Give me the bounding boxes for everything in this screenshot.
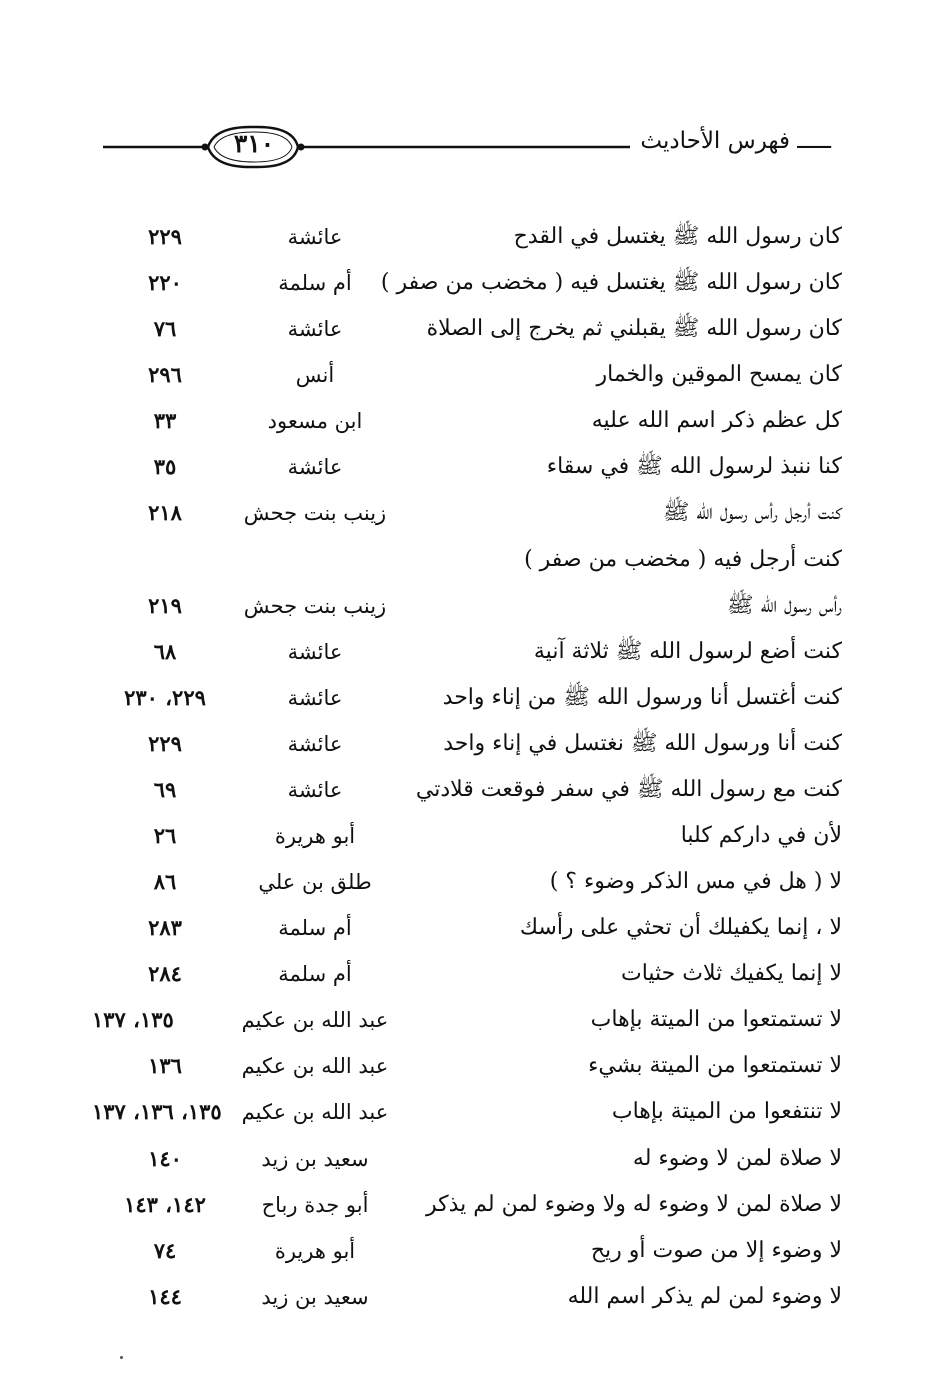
table-row: [0, 1137, 945, 1183]
page-refs: ٧٦: [153, 316, 177, 342]
hadith-text: لا وضوء لمن لم يذكر اسم الله: [567, 1283, 842, 1309]
hadith-text: كان يمسح الموقين والخمار: [596, 362, 842, 388]
table-row: [0, 538, 945, 584]
narrator: عبد الله بن عكيم: [241, 1054, 389, 1079]
narrator: سعيد بن زيد: [261, 1284, 369, 1309]
page-refs: ٢٩٦: [148, 362, 182, 388]
hadith-text: كنت أرجل رأس رسول الله ﷺ: [662, 500, 842, 526]
narrator: أم سلمة: [278, 271, 352, 296]
hadith-text: كنت مع رسول الله ﷺ في سفر فوقعت قلادتي: [415, 776, 842, 802]
hadith-text: كنت أنا ورسول الله ﷺ نغتسل في إناء واحد: [443, 730, 842, 756]
page-refs: ١٤٢، ١٤٣: [124, 1191, 206, 1217]
table-row: [0, 215, 945, 261]
page-refs: ٨٦: [153, 869, 177, 895]
hadith-text: لا تستمتعوا من الميتة بإهاب: [590, 1007, 842, 1033]
table-row: [0, 630, 945, 676]
hadith-text: كنا ننبذ لرسول الله ﷺ في سقاء: [546, 454, 842, 480]
page-refs: ٣٥: [153, 454, 177, 480]
narrator: أم سلمة: [278, 916, 352, 941]
page-refs: ٢٨٤: [148, 961, 182, 987]
hadith-index-table: [0, 215, 945, 1321]
hadith-text: كنت أغتسل أنا ورسول الله ﷺ من إناء واحد: [442, 684, 842, 710]
hadith-text: لأن في داركم كلبا: [680, 823, 842, 849]
narrator: عائشة: [287, 731, 343, 756]
page-refs: ٢٨٣: [148, 915, 182, 941]
narrator: أبو هريرة: [274, 1238, 356, 1263]
hadith-text: رأس رسول الله ﷺ: [727, 592, 842, 618]
hadith-text: لا إنما يكفيك ثلاث حثيات: [620, 961, 842, 987]
narrator: عائشة: [287, 225, 343, 249]
page-refs: ٣٣: [153, 408, 177, 434]
table-row: [0, 399, 945, 445]
narrator: عائشة: [287, 455, 343, 480]
hadith-text: لا صلاة لمن لا وضوء له: [632, 1145, 842, 1171]
narrator: عبد الله بن عكيم: [241, 1008, 389, 1033]
page-refs: ٢٢٠: [148, 270, 182, 296]
narrator: زينب بنت جحش: [243, 501, 387, 526]
table-row: [0, 814, 945, 860]
page-refs: ٢٦: [153, 823, 177, 849]
table-row: [0, 1229, 945, 1275]
narrator: أبو هريرة: [274, 824, 356, 849]
table-row: [0, 860, 945, 906]
hadith-text: لا تستمتعوا من الميتة بشيء: [588, 1053, 842, 1079]
table-row: [0, 998, 945, 1044]
page-refs: ٧٤: [153, 1237, 177, 1263]
table-row: [0, 353, 945, 399]
hadith-text: لا ، إنما يكفيلك أن تحثي على رأسك: [519, 915, 842, 941]
page-refs: ٦٨: [153, 638, 177, 664]
narrator: ابن مسعود: [267, 409, 363, 434]
table-row: [0, 768, 945, 814]
table-row: [0, 906, 945, 952]
table-row: [0, 676, 945, 722]
running-title: ـــــ فهرس الأحاديث: [634, 128, 837, 154]
narrator: زينب بنت جحش: [243, 593, 387, 618]
narrator: عائشة: [287, 639, 343, 664]
narrator: أنس: [295, 363, 335, 388]
table-row: [0, 1183, 945, 1229]
table-row: [0, 307, 945, 353]
hadith-text: لا ( هل في مس الذكر وضوء ؟ ): [549, 869, 842, 895]
table-row: [0, 1275, 945, 1321]
narrator: سعيد بن زيد: [261, 1146, 369, 1171]
table-row: [0, 491, 945, 537]
hadith-text: كل عظم ذكر اسم الله عليه: [591, 408, 842, 434]
table-row: [0, 1044, 945, 1090]
page-refs: ١٤٠: [148, 1145, 182, 1171]
page-refs: ٢٢٩، ٢٣٠: [124, 684, 206, 710]
narrator: عبد الله بن عكيم: [241, 1100, 389, 1125]
hadith-text: كان رسول الله ﷺ يقبلني ثم يخرج إلى الصلاة: [426, 316, 842, 342]
page-refs: ١٣٥، ١٣٦، ١٣٧: [92, 1099, 222, 1125]
page-refs: ٢١٩: [148, 592, 182, 618]
narrator: أم سلمة: [278, 962, 352, 987]
page-refs: ١٤٤: [148, 1283, 182, 1309]
hadith-text: كان رسول الله ﷺ يغتسل في القدح: [513, 224, 842, 249]
hadith-text: كنت أرجل فيه ( مخضب من صفر ): [524, 546, 842, 572]
narrator: عائشة: [287, 317, 343, 342]
table-row: [0, 1090, 945, 1136]
table-row: [0, 261, 945, 307]
hadith-text: لا تنتفعوا من الميتة بإهاب: [611, 1099, 842, 1125]
narrator: طلق بن علي: [258, 870, 372, 895]
page-refs: ٦٩: [153, 776, 177, 802]
hadith-text: كان رسول الله ﷺ يغتسل فيه ( مخضب من صفر ): [380, 270, 842, 296]
narrator: أبو جدة رباح: [261, 1192, 369, 1217]
page-refs: ١٣٦: [148, 1053, 182, 1079]
hadith-text: لا وضوء إلا من صوت أو ريح: [590, 1237, 842, 1263]
page-refs: ٢٢٩: [148, 224, 182, 249]
table-row: [0, 584, 945, 630]
hadith-text: لا صلاة لمن لا وضوء له ولا وضوء لمن لم يذكر: [425, 1191, 842, 1217]
page-refs: ١٣٥، ١٣٧: [92, 1007, 174, 1033]
page-number: ٣١٠: [233, 129, 275, 158]
table-row: [0, 445, 945, 491]
narrator: عائشة: [287, 685, 343, 710]
page-speck: [120, 1356, 123, 1359]
page-header: [0, 118, 945, 178]
narrator: عائشة: [287, 777, 343, 802]
hadith-text: كنت أضع لرسول الله ﷺ ثلاثة آنية: [533, 638, 842, 664]
table-row: [0, 952, 945, 998]
table-row: [0, 722, 945, 768]
page-refs: ٢١٨: [148, 500, 182, 526]
page-refs: ٢٢٩: [148, 730, 182, 756]
